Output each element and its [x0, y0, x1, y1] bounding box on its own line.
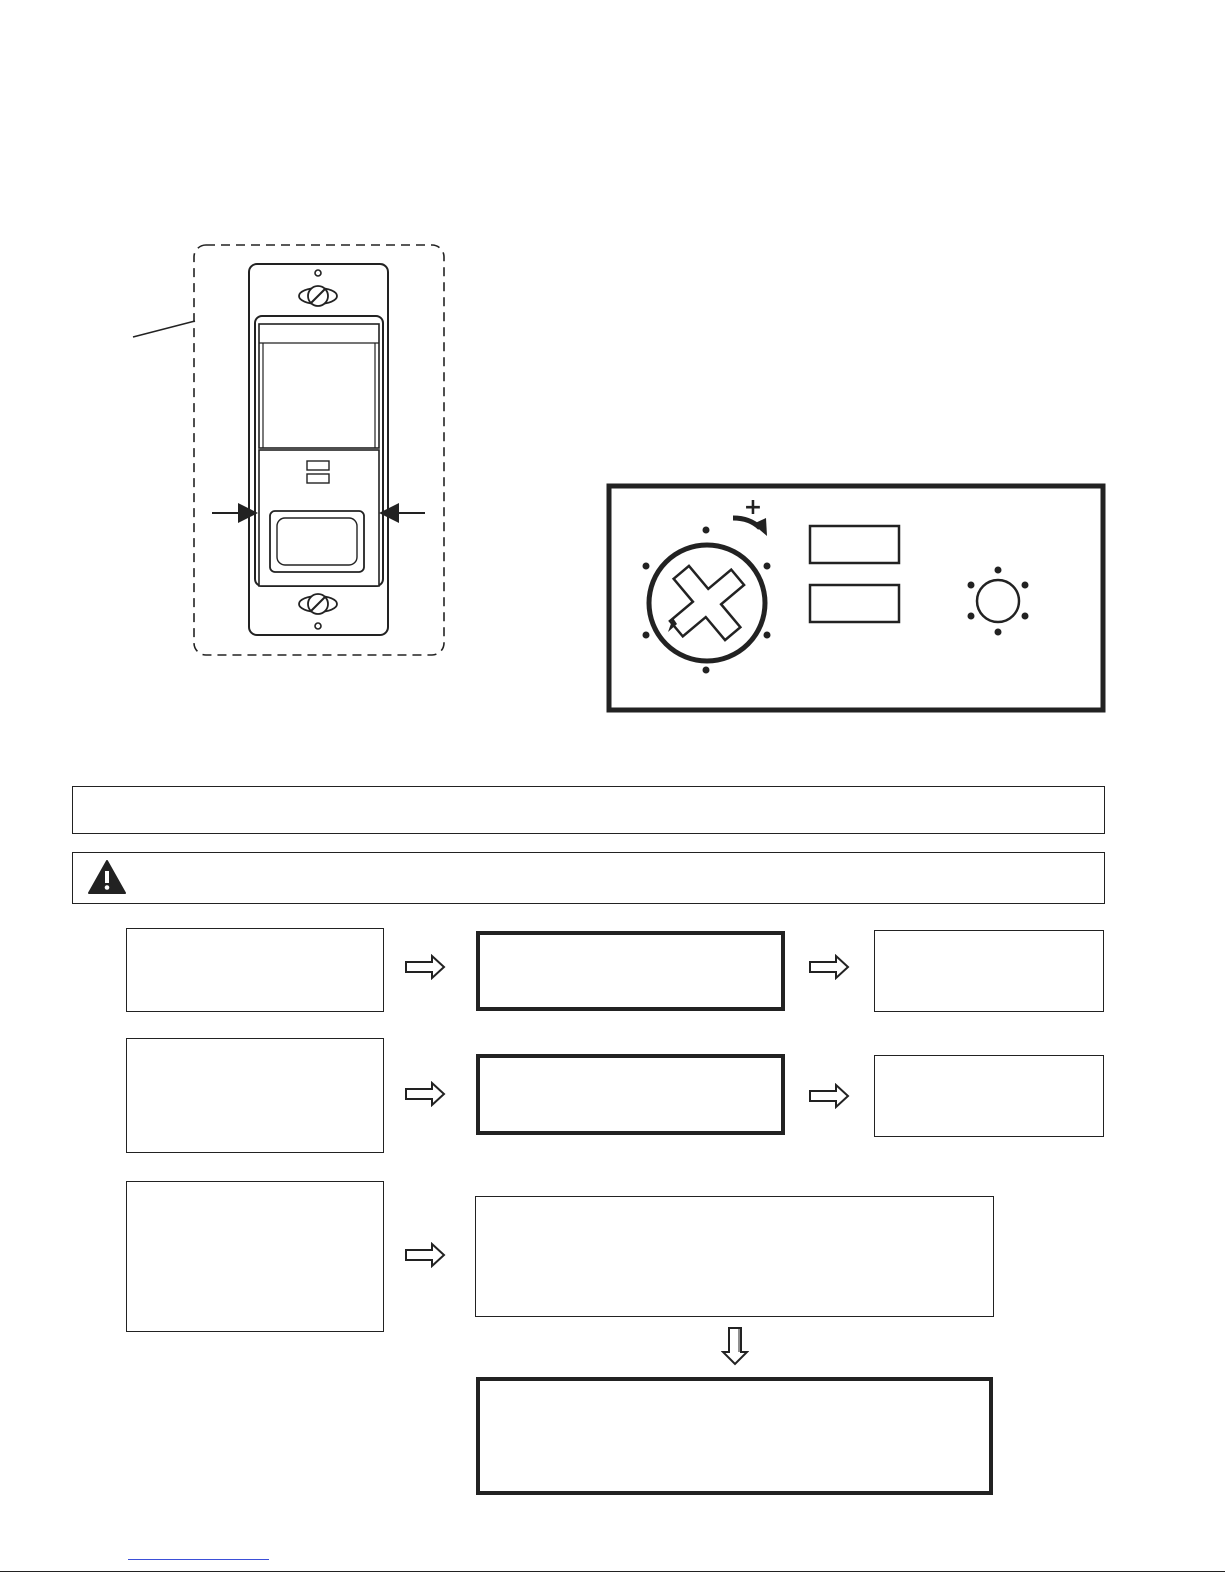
- right-arrow-icon: [404, 954, 446, 980]
- adjustment-dial-icon: [649, 545, 765, 661]
- installation-figure: [0, 0, 1225, 760]
- flow-step-3b: [475, 1196, 994, 1317]
- flow-step-2c: [874, 1055, 1104, 1137]
- callout-leader-line: [133, 321, 195, 337]
- dial-plus-label: +: [743, 495, 763, 520]
- wall-switch: [249, 264, 388, 635]
- indicator-slot-lower: [307, 474, 329, 483]
- warning-bar: [72, 852, 1105, 904]
- indicator-slot-upper: [307, 461, 329, 470]
- flow-step-1a: [126, 928, 384, 1012]
- section-heading-bar: [72, 786, 1105, 834]
- flow-step-3a: [126, 1181, 384, 1332]
- right-arrow-icon: [808, 1083, 850, 1109]
- warning-icon: [87, 859, 127, 895]
- flow-step-2a: [126, 1038, 384, 1153]
- footer-rule: [0, 1571, 1225, 1572]
- adjustment-panel: [609, 486, 1103, 710]
- right-arrow-icon: [404, 1242, 446, 1268]
- setting-label-lower: [810, 585, 899, 622]
- push-button: [270, 511, 364, 572]
- down-arrow-icon: [721, 1326, 749, 1366]
- setting-label-upper: [810, 526, 899, 563]
- flow-step-3c: [476, 1377, 993, 1495]
- right-arrow-icon: [404, 1081, 446, 1107]
- flow-step-1c: [874, 930, 1104, 1012]
- right-arrow-icon: [808, 954, 850, 980]
- flow-step-2b: [476, 1054, 785, 1135]
- footer-link-underline[interactable]: [128, 1559, 269, 1560]
- flow-step-1b: [476, 931, 785, 1011]
